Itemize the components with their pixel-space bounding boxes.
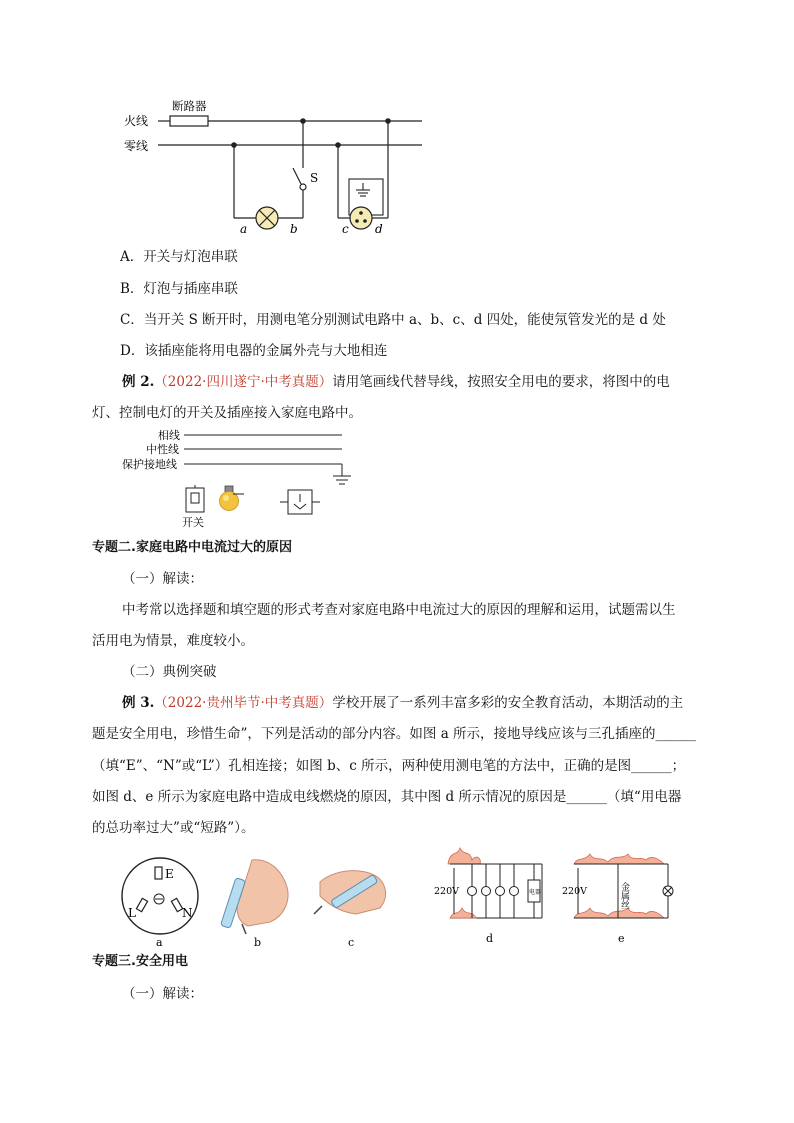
metal-wire-label: 金属丝 <box>619 882 629 909</box>
topic2-sub2: （二）典例突破 <box>122 664 217 680</box>
topic3-title: 专题三.安全用电 <box>92 954 188 969</box>
neutral-wire-label-2: 中性线 <box>146 443 179 456</box>
example3-line4: 如图 d、e 所示为家庭电路中造成电线燃烧的原因，其中图 d 所示情况的原因是______（填“用电器 <box>92 789 682 805</box>
circuit-figure-1 <box>124 92 430 242</box>
option-a: A．开关与灯泡串联 <box>120 249 238 265</box>
figure-e-short <box>560 846 686 950</box>
socket-n-label: N <box>182 906 193 920</box>
socket-l-label: L <box>128 906 136 920</box>
topic2-para-line2: 活用电为情景，难度较小。 <box>92 633 254 649</box>
switch-symbol <box>293 168 301 184</box>
caption-d: d <box>486 932 494 945</box>
option-c: C．当开关 S 断开时，用测电笔分别测试电路中 a、b、c、d 四处，能使氖管发光的是 d 处 <box>120 312 666 328</box>
figure-c-tester <box>310 852 394 950</box>
switch-text-label: 开关 <box>182 516 204 529</box>
topic2-title: 专题二.家庭电路中电流过大的原因 <box>92 540 292 555</box>
example3-source: （2022·贵州毕节·中考真题） <box>154 695 333 711</box>
example3-line5: 的总功率过大”或“短路”）。 <box>92 820 255 836</box>
figure-a-socket <box>118 854 202 950</box>
ground-wire-label: 保护接地线 <box>122 458 177 471</box>
example3-label: 例 3. <box>122 695 155 711</box>
figure-b-tester <box>212 850 302 950</box>
voltage-d: 220V <box>434 886 459 897</box>
example2-text-line2: 灯、控制电灯的开关及插座接入家庭电路中。 <box>92 405 362 421</box>
point-c: c <box>342 222 349 236</box>
voltage-e: 220V <box>562 886 587 897</box>
example3-line1-rest: 学校开展了一系列丰富多彩的安全教育活动，本期活动的主 <box>332 695 684 711</box>
fire-wire-label: 火线 <box>124 114 149 128</box>
example3-line3: （填“E”、“N”或“L”）孔相连接；如图 b、c 所示，两种使用测电笔的方法中，正确的是图______； <box>92 758 686 774</box>
caption-a: a <box>156 936 163 949</box>
caption-c: c <box>348 936 355 949</box>
example2-source: （2022·四川遂宁·中考真题） <box>154 374 333 390</box>
appliance-label: 电器 <box>529 889 542 896</box>
breaker-label: 断路器 <box>172 99 207 113</box>
example2-line1 <box>122 372 670 392</box>
neutral-wire-label: 零线 <box>124 139 149 153</box>
point-b: b <box>290 222 298 236</box>
breaker-symbol <box>170 116 208 126</box>
example3-line1 <box>122 693 683 713</box>
option-b: B．灯泡与插座串联 <box>120 281 238 297</box>
phase-wire-label: 相线 <box>158 429 180 442</box>
wiring-figure-2 <box>120 426 360 530</box>
switch-label: S <box>310 171 319 185</box>
option-d: D．该插座能将用电器的金属外壳与大地相连 <box>120 343 388 359</box>
figure-d-overload <box>430 846 548 950</box>
example3-line2: 题是安全用电，珍惜生命”，下列是活动的部分内容。如图 a 所示，接地导线应该与三孔插座的______ <box>92 726 697 742</box>
caption-b: b <box>254 936 262 949</box>
socket-e-label: E <box>165 867 174 881</box>
point-a: a <box>240 222 248 236</box>
topic3-sub1: （一）解读： <box>122 986 203 1002</box>
point-d: d <box>375 222 383 236</box>
example2-label: 例 2. <box>122 374 155 390</box>
example2-text-line1: 请用笔画线代替导线，按照安全用电的要求，将图中的电 <box>332 374 670 390</box>
socket-symbol <box>350 207 372 229</box>
caption-e: e <box>618 932 625 945</box>
topic2-sub1: （一）解读： <box>122 571 203 587</box>
topic2-para-line1: 中考常以选择题和填空题的形式考查对家庭电路中电流过大的原因的理解和运用，试题需以生 <box>122 602 676 618</box>
